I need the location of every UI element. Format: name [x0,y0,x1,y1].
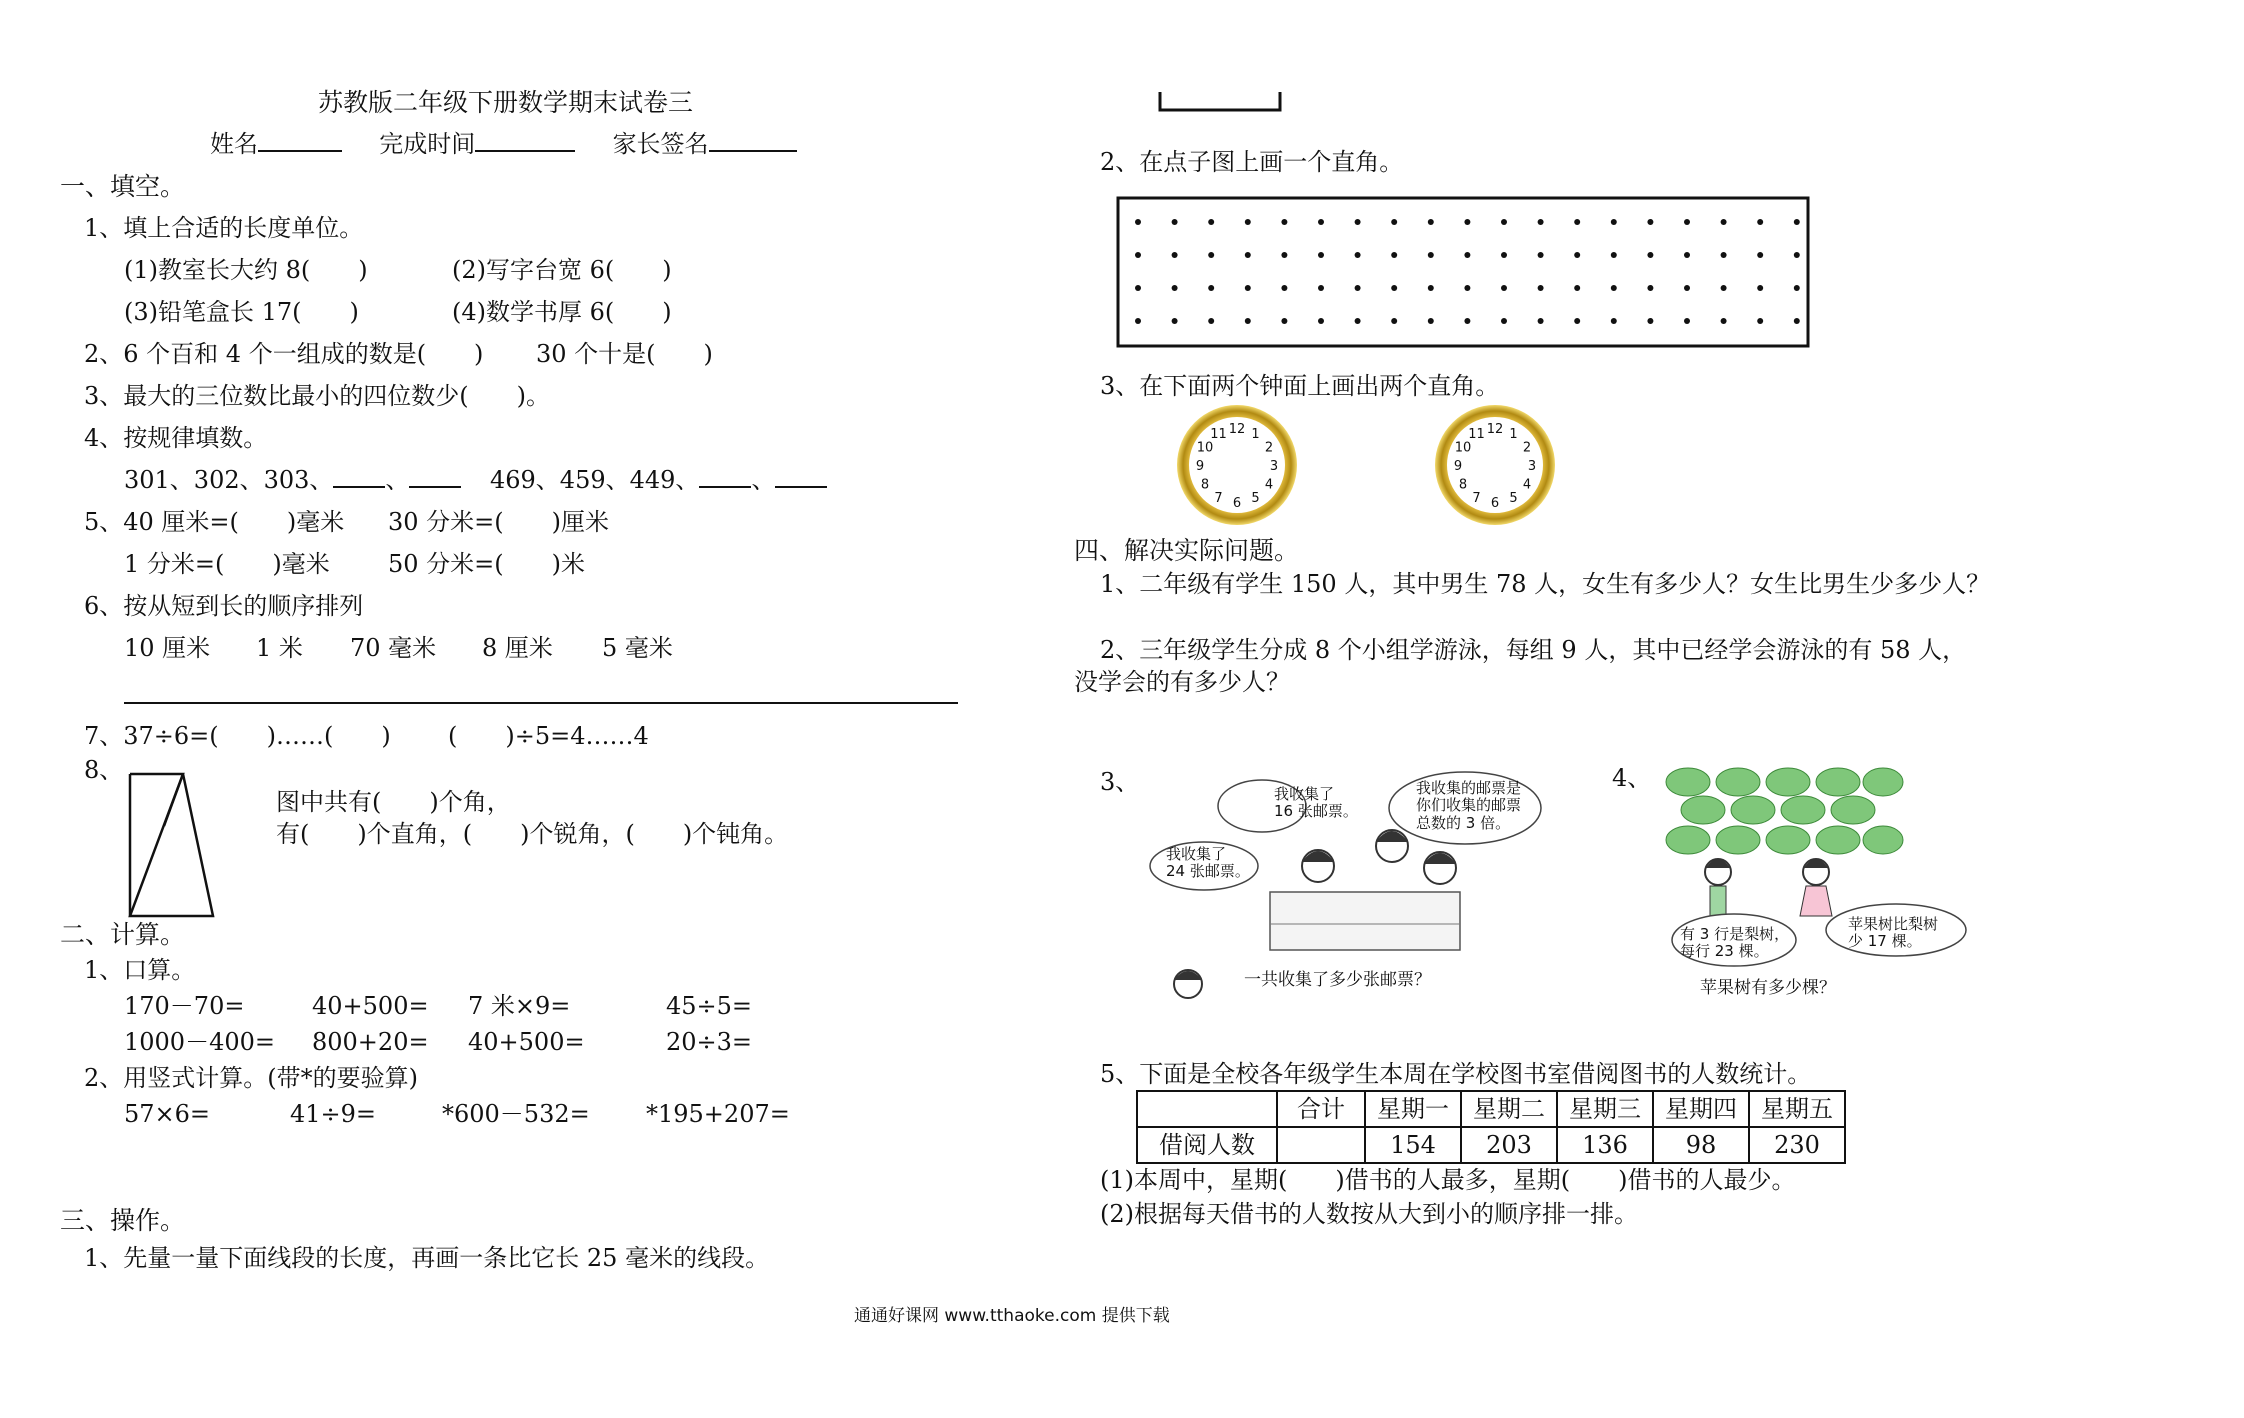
sequence-1-blank-1[interactable] [333,486,385,488]
value-cell: 230 [1749,1127,1845,1163]
clock-number: 7 [1472,491,1481,506]
header-cell [1137,1091,1277,1127]
stamp-bubble-2-line1: 我收集的邮票是 [1416,779,1522,797]
grid-dot[interactable] [1208,285,1214,291]
grid-dot[interactable] [1391,252,1397,258]
grid-dot[interactable] [1464,285,1470,291]
q1-2-a: 2、6 个百和 4 个一组成的数是( ) [84,340,484,368]
sequence-1-numbers: 301、302、303、 [124,466,334,494]
clock-number: 12 [1228,422,1246,437]
q1-8-num: 8、 [84,756,124,784]
grid-dot[interactable] [1172,318,1178,324]
clock-number: 10 [1454,440,1472,456]
q1-4-text: 4、按规律填数。 [84,424,268,452]
q4-5-sub1: (1)本周中，星期( )借书的人最多，星期( )借书的人最少。 [1100,1166,1796,1194]
q1-6-item-3: 70 毫米 [350,634,437,662]
table-header-row [1137,1091,1845,1127]
grid-dot[interactable] [1245,252,1251,258]
oral-5: 1000－400= [124,1028,275,1056]
q1-1-d: (4)数学书厚 6( ) [452,298,672,326]
grid-dot[interactable] [1135,285,1141,291]
sign-blank[interactable] [709,150,797,152]
name-blank[interactable] [258,150,342,152]
stamp-bubble-2-line3: 总数的 3 倍。 [1416,813,1511,832]
grid-dot[interactable] [1281,219,1287,225]
grid-dot[interactable] [1538,285,1544,291]
vertical-1: 57×6= [124,1100,211,1128]
section-1-heading: 一、填空。 [60,172,186,201]
stamp-bubble-3 [1166,846,1250,881]
section-4-heading: 四、解决实际问题。 [1074,536,1300,565]
oral-3: 7 米×9= [468,992,571,1020]
vertical-3: *600－532= [442,1100,590,1128]
grid-dot[interactable] [1172,285,1178,291]
sequence-1-sep: 、 [385,466,410,494]
grid-dot[interactable] [1684,252,1690,258]
tree-bubble-1 [1680,926,1789,961]
section-3-heading: 三、操作。 [60,1206,186,1235]
grid-dot[interactable] [1611,252,1617,258]
q1-1-a: (1)教室长大约 8( ) [124,256,368,284]
q1-8-line2: 有( )个直角，( )个锐角，( )个钝角。 [276,820,789,848]
clock-number: 1 [1509,427,1518,442]
grid-dot[interactable] [1464,318,1470,324]
q4-5-sub2: (2)根据每天借书的人数按从大到小的顺序排一排。 [1100,1200,1638,1228]
q4-4-num: 4、 [1612,764,1652,792]
grid-dot[interactable] [1721,285,1727,291]
grid-dot[interactable] [1245,285,1251,291]
oral-4: 45÷5= [666,992,753,1020]
stamp-bubble-2 [1416,780,1521,832]
q1-6-item-1: 10 厘米 [124,634,211,662]
q1-1-b: (2)写字台宽 6( ) [452,256,672,284]
stamp-bubble-2-line2: 你们收集的邮票 [1416,796,1522,815]
sequence-2-numbers: 469、459、449、 [490,466,700,494]
clock-number: 2 [1522,440,1532,456]
grid-dot[interactable] [1281,285,1287,291]
stamp-bubble-3-line1: 我收集了 [1166,845,1227,863]
header-cell: 星期四 [1653,1091,1749,1127]
grid-dot[interactable] [1428,285,1434,291]
clock-number: 1 [1251,427,1260,442]
tree-bubble-1-line2: 每行 23 棵。 [1680,942,1769,961]
clock-number: 5 [1509,491,1518,506]
sequence-2-blank-2[interactable] [775,486,827,488]
grid-dot[interactable] [1318,318,1324,324]
grid-dot[interactable] [1245,318,1251,324]
grid-dot[interactable] [1172,252,1178,258]
total-cell[interactable] [1277,1127,1365,1163]
q4-5-text: 5、下面是全校各年级学生本周在学校图书室借阅图书的人数统计。 [1100,1060,1812,1088]
grid-dot[interactable] [1208,219,1214,225]
oral-8: 20÷3= [666,1028,753,1056]
table-row [1137,1127,1845,1163]
q1-6-item-2: 1 米 [256,634,303,662]
clock-number: 11 [1468,427,1485,442]
q1-2-b: 30 个十是( ) [536,340,713,368]
stamp-question: 一共收集了多少张邮票？ [1244,970,1431,990]
q3-1: 1、先量一量下面线段的长度，再画一条比它长 25 毫米的线段。 [84,1244,770,1272]
grid-dot[interactable] [1684,219,1690,225]
grid-dot[interactable] [1721,318,1727,324]
angle-figure [128,772,220,922]
grid-dot[interactable] [1647,252,1653,258]
q1-4-sequence-1 [124,466,461,495]
grid-dot[interactable] [1318,252,1324,258]
grid-dot[interactable] [1757,318,1763,324]
vertical-2: 41÷9= [290,1100,377,1128]
grid-dot[interactable] [1794,252,1800,258]
clock-number: 7 [1214,491,1223,506]
footer-source: 通通好课网 www.tthaoke.com 提供下载 [854,1306,1170,1326]
q2-2-text: 2、用竖式计算。(带*的要验算) [84,1064,418,1092]
tree-illustration [1658,762,1998,1012]
grid-dot[interactable] [1318,285,1324,291]
time-blank[interactable] [475,150,575,152]
grid-dot[interactable] [1391,285,1397,291]
borrow-stats-table [1136,1090,1846,1164]
grid-dot[interactable] [1355,252,1361,258]
tree-bubble-2 [1848,916,1938,951]
grid-dot[interactable] [1355,318,1361,324]
grid-dot[interactable] [1757,252,1763,258]
clock-number: 6 [1490,496,1500,511]
clock-face-1[interactable] [1174,402,1300,528]
header-cell: 星期五 [1749,1091,1845,1127]
clock-number: 11 [1210,427,1227,442]
grid-dot[interactable] [1281,318,1287,324]
q1-6-item-5: 5 毫米 [602,634,673,662]
q1-5-a: 5、40 厘米=( )毫米 [84,508,345,536]
grid-dot[interactable] [1538,318,1544,324]
stamp-bubble-3-line2: 24 张邮票。 [1166,862,1250,881]
q3-3: 3、在下面两个钟面上画出两个直角。 [1100,372,1500,400]
grid-dot[interactable] [1318,219,1324,225]
grid-dot[interactable] [1611,285,1617,291]
q1-1-c: (3)铅笔盒长 17( ) [124,298,359,326]
q3-2: 2、在点子图上画一个直角。 [1100,148,1404,176]
grid-dot[interactable] [1794,318,1800,324]
oral-1: 170－70= [124,992,245,1020]
clock-number: 4 [1264,477,1274,493]
measure-segment [1158,92,1282,114]
grid-dot[interactable] [1501,318,1507,324]
grid-dot[interactable] [1208,252,1214,258]
grid-dot[interactable] [1794,219,1800,225]
clock-number: 8 [1458,477,1468,493]
oral-7: 40+500= [468,1028,585,1056]
grid-dot[interactable] [1135,252,1141,258]
tree-bubble-2-line1: 苹果树比梨树 [1848,915,1939,933]
grid-dot[interactable] [1574,285,1580,291]
grid-dot[interactable] [1794,285,1800,291]
q4-2-line2: 没学会的有多少人？ [1074,668,1290,696]
grid-dot[interactable] [1757,219,1763,225]
clock-number: 2 [1264,440,1274,456]
grid-dot[interactable] [1281,252,1287,258]
row-label: 借阅人数 [1137,1127,1277,1163]
header-cell: 星期二 [1461,1091,1557,1127]
clock-number: 8 [1200,477,1210,493]
grid-dot[interactable] [1501,285,1507,291]
q1-6-answer-line[interactable] [124,702,958,704]
q1-8-line1: 图中共有( )个角， [276,788,511,816]
clock-number: 6 [1232,496,1242,511]
grid-dot[interactable] [1757,285,1763,291]
grid-dot[interactable] [1391,219,1397,225]
q1-4-sequence-2 [490,466,827,495]
grid-dot[interactable] [1611,318,1617,324]
q4-2-line1: 2、三年级学生分成 8 个小组学游泳，每组 9 人，其中已经学会游泳的有 58 人， [1100,636,1967,664]
grid-dot[interactable] [1721,252,1727,258]
time-label: 完成时间 [379,130,476,158]
clock-number: 5 [1251,491,1260,506]
q1-6-text: 6、按从短到长的顺序排列 [84,592,364,620]
q1-7-b: ( )÷5=4……4 [448,722,649,750]
sequence-2-sep: 、 [751,466,776,494]
value-cell: 98 [1653,1127,1749,1163]
clock-number: 4 [1522,477,1532,493]
grid-dot[interactable] [1647,318,1653,324]
grid-dot[interactable] [1428,252,1434,258]
header-cell: 星期三 [1557,1091,1653,1127]
clock-face-2[interactable] [1432,402,1558,528]
grid-dot[interactable] [1721,219,1727,225]
q1-5-c: 1 分米=( )毫米 [124,550,330,578]
grid-dot[interactable] [1135,318,1141,324]
oral-6: 800+20= [312,1028,429,1056]
value-cell: 203 [1461,1127,1557,1163]
grid-dot[interactable] [1574,252,1580,258]
stamp-bubble-1 [1274,786,1358,821]
q4-3-num: 3、 [1100,768,1140,796]
grid-dot[interactable] [1464,219,1470,225]
clock-number: 9 [1453,459,1463,474]
stamp-bubble-1-line2: 16 张邮票。 [1274,802,1358,821]
clock-number: 12 [1486,422,1504,437]
q1-6-item-4: 8 厘米 [482,634,553,662]
page-title: 苏教版二年级下册数学期末试卷三 [318,88,694,117]
clock-number: 3 [1269,459,1279,474]
q4-1: 1、二年级有学生 150 人，其中男生 78 人，女生有多少人？女生比男生少多少人？ [1100,570,1991,598]
grid-dot[interactable] [1684,285,1690,291]
grid-dot[interactable] [1647,219,1653,225]
grid-dot[interactable] [1355,219,1361,225]
grid-dot[interactable] [1501,252,1507,258]
grid-dot[interactable] [1538,252,1544,258]
oral-2: 40+500= [312,992,429,1020]
header-cell: 合计 [1277,1091,1365,1127]
grid-dot[interactable] [1135,219,1141,225]
value-cell: 136 [1557,1127,1653,1163]
q1-7-a: 7、37÷6=( )……( ) [84,722,391,750]
grid-dot[interactable] [1172,219,1178,225]
grid-dot[interactable] [1208,318,1214,324]
clock-number: 10 [1196,440,1214,456]
dot-grid[interactable] [1116,196,1810,348]
tree-bubble-2-line2: 少 17 棵。 [1848,932,1922,951]
sequence-2-blank-1[interactable] [699,486,751,488]
value-cell: 154 [1365,1127,1461,1163]
grid-dot[interactable] [1391,318,1397,324]
grid-dot[interactable] [1684,318,1690,324]
q1-5-d: 50 分米=( )米 [388,550,586,578]
q1-1-text: 1、填上合适的长度单位。 [84,214,364,242]
grid-dot[interactable] [1245,219,1251,225]
stamp-bubble-1-line1: 我收集了 [1274,785,1335,803]
grid-dot[interactable] [1574,318,1580,324]
grid-dot[interactable] [1647,285,1653,291]
grid-dot[interactable] [1464,252,1470,258]
grid-dot[interactable] [1428,318,1434,324]
grid-dot[interactable] [1355,285,1361,291]
grid-dot[interactable] [1538,219,1544,225]
q1-5-b: 30 分米=( )厘米 [388,508,610,536]
name-label: 姓名 [210,130,258,158]
clock-number: 3 [1527,459,1537,474]
tree-question: 苹果树有多少棵？ [1700,978,1836,998]
section-2-heading: 二、计算。 [60,920,186,949]
q2-1-text: 1、口算。 [84,956,196,984]
grid-dot[interactable] [1428,219,1434,225]
grid-dot[interactable] [1611,219,1617,225]
sign-label: 家长签名 [612,130,709,158]
grid-dot[interactable] [1501,219,1507,225]
grid-dot[interactable] [1574,219,1580,225]
header-cell: 星期一 [1365,1091,1461,1127]
student-info-row [210,130,797,159]
clock-number: 9 [1195,459,1205,474]
sequence-1-blank-2[interactable] [409,486,461,488]
vertical-4: *195+207= [646,1100,790,1128]
q1-3: 3、最大的三位数比最小的四位数少( )。 [84,382,550,410]
tree-bubble-1-line1: 有 3 行是梨树， [1680,925,1790,943]
